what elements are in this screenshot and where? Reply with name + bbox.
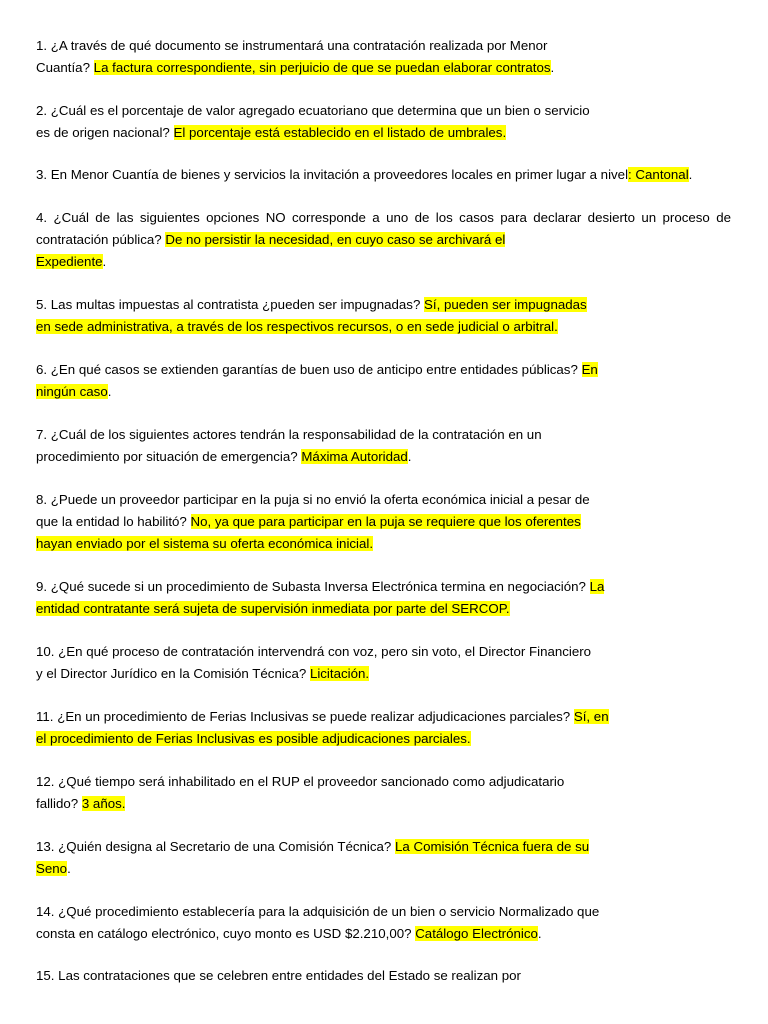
- question-text: 1. ¿A través de qué documento se instrumentará una contratación realizada por Menor: [36, 38, 548, 53]
- question-text: 5. Las multas impuestas al contratista ¿pueden ser impugnadas?: [36, 297, 425, 312]
- question-text: y el Director Jurídico en la Comisión Técnica?: [36, 666, 310, 681]
- question-text: procedimiento por situación de emergencia?: [36, 449, 302, 464]
- question-text: 13. ¿Quién designa al Secretario de una Comisión Técnica?: [36, 839, 395, 854]
- question-15: [36, 965, 521, 987]
- question-9: [36, 576, 604, 620]
- question-5: [36, 294, 587, 338]
- highlighted-answer: Expediente: [36, 254, 103, 269]
- highlighted-answer: De no persistir la necesidad, en cuyo caso se archivará el: [165, 232, 506, 247]
- question-2: [36, 100, 590, 144]
- question-10: [36, 641, 591, 685]
- question-text: .: [107, 384, 112, 399]
- question-text: consta en catálogo electrónico, cuyo monto es USD $2.210,00?: [36, 926, 416, 941]
- question-11: [36, 706, 609, 750]
- highlighted-answer: el procedimiento de Ferias Inclusivas es posible adjudicaciones parciales.: [36, 731, 471, 746]
- question-text: .: [688, 167, 693, 182]
- question-text: 6. ¿En qué casos se extienden garantías de buen uso de anticipo entre entidades públicas?: [36, 362, 582, 377]
- highlighted-answer: Catálogo Electrónico: [415, 926, 538, 941]
- highlighted-answer: El porcentaje está establecido en el listado de umbrales.: [173, 125, 507, 140]
- question-text: 14. ¿Qué procedimiento establecería para la adquisición de un bien o servicio Normalizado que: [36, 904, 600, 919]
- question-text: 7. ¿Cuál de los siguientes actores tendrán la responsabilidad de la contratación en un: [36, 427, 542, 442]
- question-text: 9. ¿Qué sucede si un procedimiento de Subasta Inversa Electrónica termina en negociación?: [36, 579, 590, 594]
- highlighted-answer: Seno: [36, 861, 68, 876]
- question-3: [36, 164, 692, 186]
- question-text: 4. ¿Cuál de las siguientes opciones NO corresponde a uno de los casos para declarar desierto un proceso de contratación pública?: [36, 210, 731, 247]
- question-1: [36, 35, 554, 79]
- highlighted-answer: No, ya que para participar en la puja se requiere que los oferentes: [190, 514, 581, 529]
- highlighted-answer: entidad contratante será sujeta de supervisión inmediata por parte del SERCOP.: [36, 601, 510, 616]
- highlighted-answer: hayan enviado por el sistema su oferta económica inicial.: [36, 536, 374, 551]
- highlighted-answer: Licitación.: [309, 666, 370, 681]
- question-text: 11. ¿En un procedimiento de Ferias Inclusivas se puede realizar adjudicaciones parciales?: [36, 709, 574, 724]
- question-14: [36, 901, 599, 945]
- question-text: que la entidad lo habilitó?: [36, 514, 191, 529]
- highlighted-answer: en sede administrativa, a través de los respectivos recursos, o en sede judicial o arbitral.: [36, 319, 558, 334]
- highlighted-answer: La Comisión Técnica fuera de su: [394, 839, 590, 854]
- question-text: .: [102, 254, 107, 269]
- highlighted-answer: : Cantonal: [628, 167, 689, 182]
- question-text: fallido?: [36, 796, 82, 811]
- question-text: .: [407, 449, 412, 464]
- question-text: .: [67, 861, 71, 876]
- question-text: Cuantía?: [36, 60, 94, 75]
- question-text: 10. ¿En qué proceso de contratación intervendrá con voz, pero sin voto, el Director Financiero: [36, 644, 592, 659]
- question-text: 2. ¿Cuál es el porcentaje de valor agregado ecuatoriano que determina que un bien o servicio: [36, 103, 590, 118]
- highlighted-answer: Sí, en: [573, 709, 609, 724]
- highlighted-answer: La: [589, 579, 605, 594]
- question-text: 15. Las contrataciones que se celebren entre entidades del Estado se realizan por: [36, 968, 521, 983]
- highlighted-answer: ningún caso: [36, 384, 108, 399]
- question-text: 12. ¿Qué tiempo será inhabilitado en el RUP el proveedor sancionado como adjudicatario: [36, 774, 565, 789]
- question-12: [36, 771, 564, 815]
- highlighted-answer: Sí, pueden ser impugnadas: [424, 297, 587, 312]
- question-4: [36, 207, 731, 273]
- question-text: .: [537, 926, 542, 941]
- question-6: [36, 359, 598, 403]
- highlighted-answer: Máxima Autoridad: [301, 449, 408, 464]
- question-7: [36, 424, 542, 468]
- highlighted-answer: La factura correspondiente, sin perjuicio de que se puedan elaborar contratos: [93, 60, 551, 75]
- question-8: [36, 489, 590, 555]
- question-text: 3. En Menor Cuantía de bienes y servicios la invitación a proveedores locales en primer lugar a nivel: [36, 167, 629, 182]
- highlighted-answer: 3 años.: [81, 796, 126, 811]
- question-13: [36, 836, 589, 880]
- question-text: .: [550, 60, 555, 75]
- question-text: es de origen nacional?: [36, 125, 174, 140]
- question-text: 8. ¿Puede un proveedor participar en la puja si no envió la oferta económica inicial a pesar de: [36, 492, 590, 507]
- highlighted-answer: En: [581, 362, 598, 377]
